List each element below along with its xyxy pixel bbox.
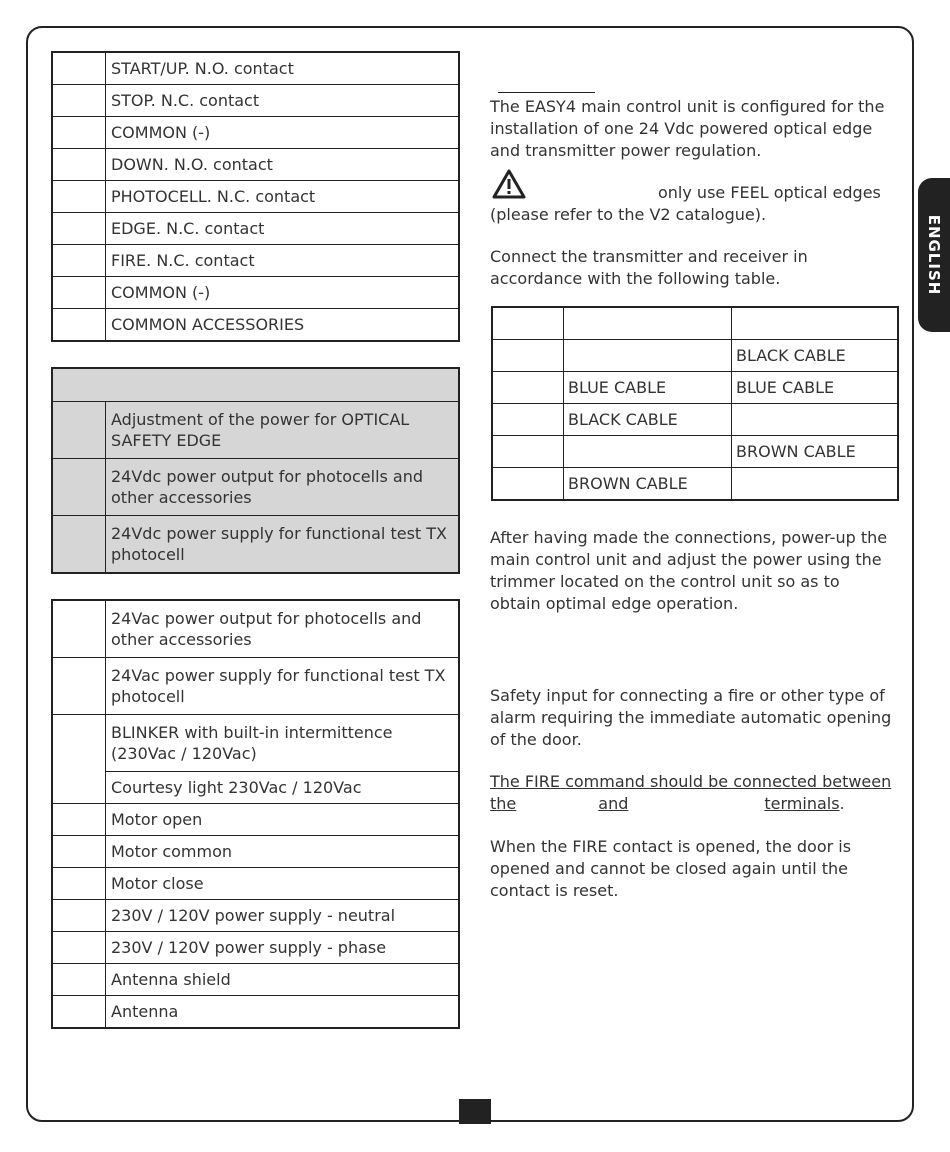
table-row (492, 468, 898, 501)
table-row (492, 372, 898, 404)
connect-paragraph: Connect the transmitter and receiver in accordance with the following table. (490, 247, 808, 288)
table-header-row (52, 368, 459, 402)
dc-power-table (51, 367, 460, 574)
cable-table (491, 306, 899, 501)
table-row (492, 404, 898, 436)
terminal-description: COMMON (-) (106, 277, 460, 309)
terminal-description: 230V / 120V power supply - phase (106, 932, 460, 964)
terminal-description: COMMON ACCESSORIES (106, 309, 460, 342)
terminal-description: 24Vdc power supply for functional test TX photocell (106, 516, 460, 574)
table-row (492, 436, 898, 468)
fire-command-paragraph (490, 771, 892, 815)
fire-open-paragraph: When the FIRE contact is opened, the door is opened and cannot be closed again until the contact is reset. (490, 837, 852, 900)
table-row (52, 149, 459, 181)
fire-command-line: the and terminals. (490, 794, 845, 813)
section-heading-underline (498, 92, 595, 93)
ac-power-table (51, 599, 460, 1029)
table-row (52, 772, 459, 804)
terminal-description: Motor open (106, 804, 460, 836)
table-row (52, 516, 459, 574)
page-number-box (459, 1099, 491, 1124)
table-row (52, 932, 459, 964)
table-row (52, 52, 459, 85)
warning-paragraph: only use FEEL optical edges (please refer to the V2 catalogue). (490, 183, 881, 224)
table-row (52, 964, 459, 996)
cable-cell: BLACK CABLE (732, 340, 899, 372)
terminal-description: 24Vac power output for photocells and other accessories (106, 600, 460, 658)
terminal-description: BLINKER with built-in intermittence (230Vac / 120Vac) (106, 715, 460, 772)
terminal-description: Motor close (106, 868, 460, 900)
table-row (52, 402, 459, 459)
terminal-description: DOWN. N.O. contact (106, 149, 460, 181)
table-row (52, 181, 459, 213)
terminal-description: Motor common (106, 836, 460, 868)
fire-intro-paragraph: Safety input for connecting a fire or other type of alarm requiring the immediate automatic opening of the door. (490, 686, 892, 749)
terminal-description: COMMON (-) (106, 117, 460, 149)
table-row (52, 213, 459, 245)
cable-cell: BLACK CABLE (564, 404, 732, 436)
table-row (52, 900, 459, 932)
table-row (52, 836, 459, 868)
intro-paragraph: The EASY4 main control unit is configured for the installation of one 24 Vdc powered optical edge and transmitter power regulation. (490, 97, 885, 160)
terminal-description: 24Vdc power output for photocells and other accessories (106, 459, 460, 516)
cable-cell: BLUE CABLE (564, 372, 732, 404)
terminals-table (51, 51, 460, 342)
cable-cell: BROWN CABLE (564, 468, 732, 501)
terminal-description: Adjustment of the power for OPTICAL SAFETY EDGE (106, 402, 460, 459)
terminal-description: 24Vac power supply for functional test TX photocell (106, 658, 460, 715)
after-connections-paragraph: After having made the connections, power-up the main control unit and adjust the power using the trimmer located on the control unit so as to obtain optimal edge operation. (490, 528, 888, 613)
table-row (52, 996, 459, 1029)
cable-cell: BLUE CABLE (732, 372, 899, 404)
terminal-description: EDGE. N.C. contact (106, 213, 460, 245)
terminal-description: Antenna (106, 996, 460, 1029)
terminal-description: 230V / 120V power supply - neutral (106, 900, 460, 932)
table-row (52, 309, 459, 342)
language-tab (918, 178, 950, 332)
table-row (492, 340, 898, 372)
cable-cell: BROWN CABLE (732, 436, 899, 468)
terminal-description: FIRE. N.C. contact (106, 245, 460, 277)
table-row (52, 715, 459, 772)
table-row (52, 459, 459, 516)
table-row (52, 658, 459, 715)
terminal-description: START/UP. N.O. contact (106, 52, 460, 85)
terminal-description: STOP. N.C. contact (106, 85, 460, 117)
table-row (52, 277, 459, 309)
table-row (52, 245, 459, 277)
table-row (52, 85, 459, 117)
terminal-description: Courtesy light 230Vac / 120Vac (106, 772, 460, 804)
terminal-description: PHOTOCELL. N.C. contact (106, 181, 460, 213)
table-row (52, 600, 459, 658)
table-row (52, 117, 459, 149)
terminal-description: Antenna shield (106, 964, 460, 996)
table-row (52, 868, 459, 900)
fire-command-line: The FIRE command should be connected between (490, 772, 892, 791)
language-tab-label: ENGLISH (925, 214, 943, 296)
table-row (52, 804, 459, 836)
table-row (492, 307, 898, 340)
